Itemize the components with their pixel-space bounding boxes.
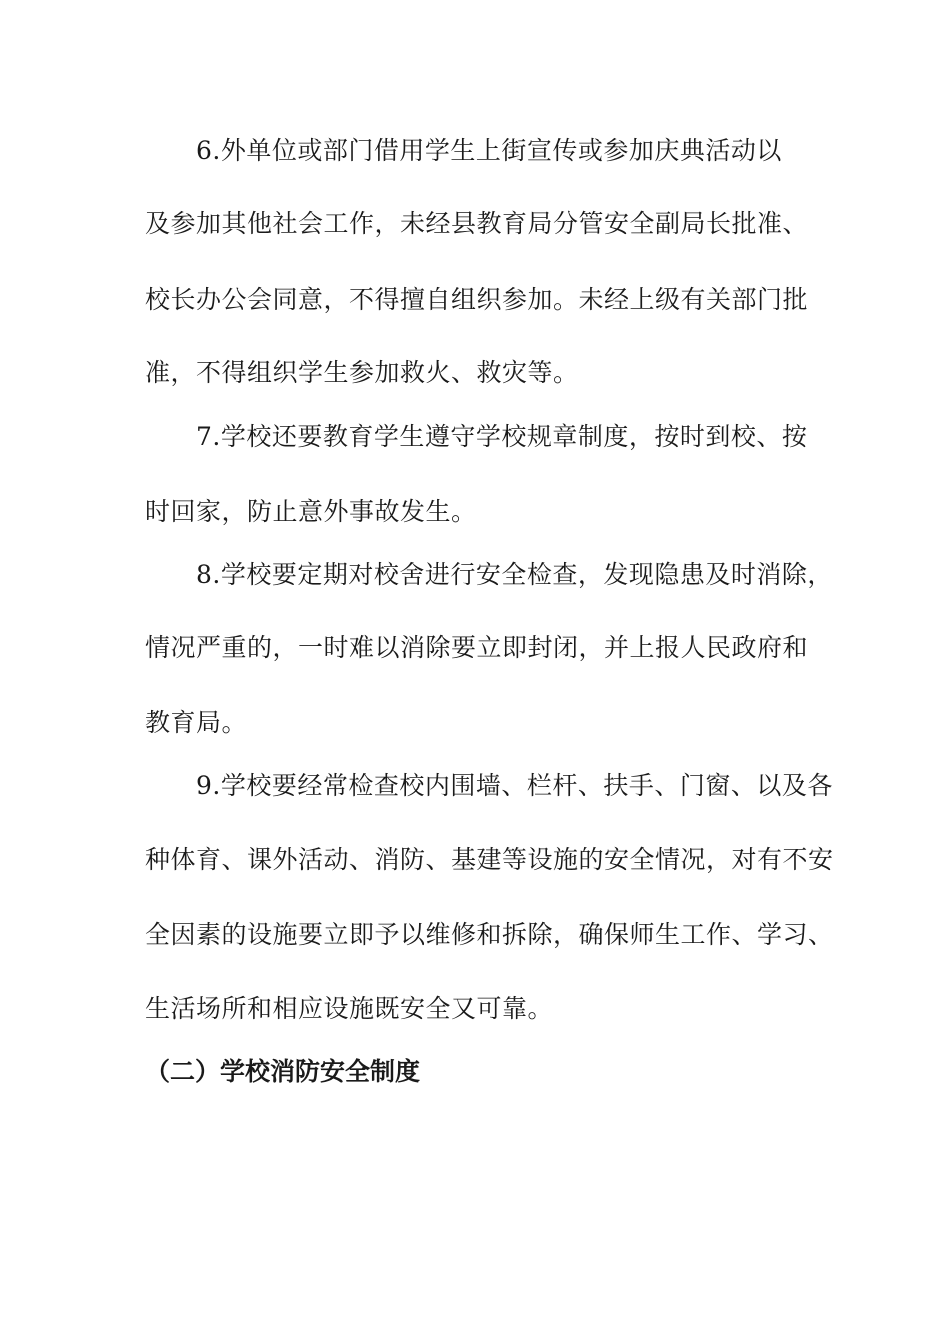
section-heading: （二）学校消防安全制度 <box>145 1057 421 1086</box>
paragraph-8-line-2: 情况严重的，一时难以消除要立即封闭，并上报人民政府和 <box>145 633 809 662</box>
paragraph-9-line-1: 9.学校要经常检查校内围墙、栏杆、扶手、门窗、以及各 <box>196 771 833 800</box>
paragraph-6-line-1: 6.外单位或部门借用学生上街宣传或参加庆典活动以 <box>196 136 782 165</box>
paragraph-8-line-3: 教育局。 <box>145 708 248 737</box>
paragraph-8-line-1: 8.学校要定期对校舍进行安全检查，发现隐患及时消除， <box>196 560 833 589</box>
paragraph-6-line-4: 准，不得组织学生参加救火、救灾等。 <box>145 358 579 387</box>
paragraph-7-line-2: 时回家，防止意外事故发生。 <box>145 497 477 526</box>
paragraph-6-line-3: 校长办公会同意，不得擅自组织参加。未经上级有关部门批 <box>145 285 809 314</box>
paragraph-9-line-4: 生活场所和相应设施既安全又可靠。 <box>145 994 554 1023</box>
paragraph-6-line-2: 及参加其他社会工作，未经县教育局分管安全副局长批准、 <box>145 209 809 238</box>
paragraph-9-line-3: 全因素的设施要立即予以维修和拆除，确保师生工作、学习、 <box>145 920 834 949</box>
paragraph-7-line-1: 7.学校还要教育学生遵守学校规章制度，按时到校、按 <box>196 422 808 451</box>
paragraph-9-line-2: 种体育、课外活动、消防、基建等设施的安全情况，对有不安 <box>145 845 834 874</box>
